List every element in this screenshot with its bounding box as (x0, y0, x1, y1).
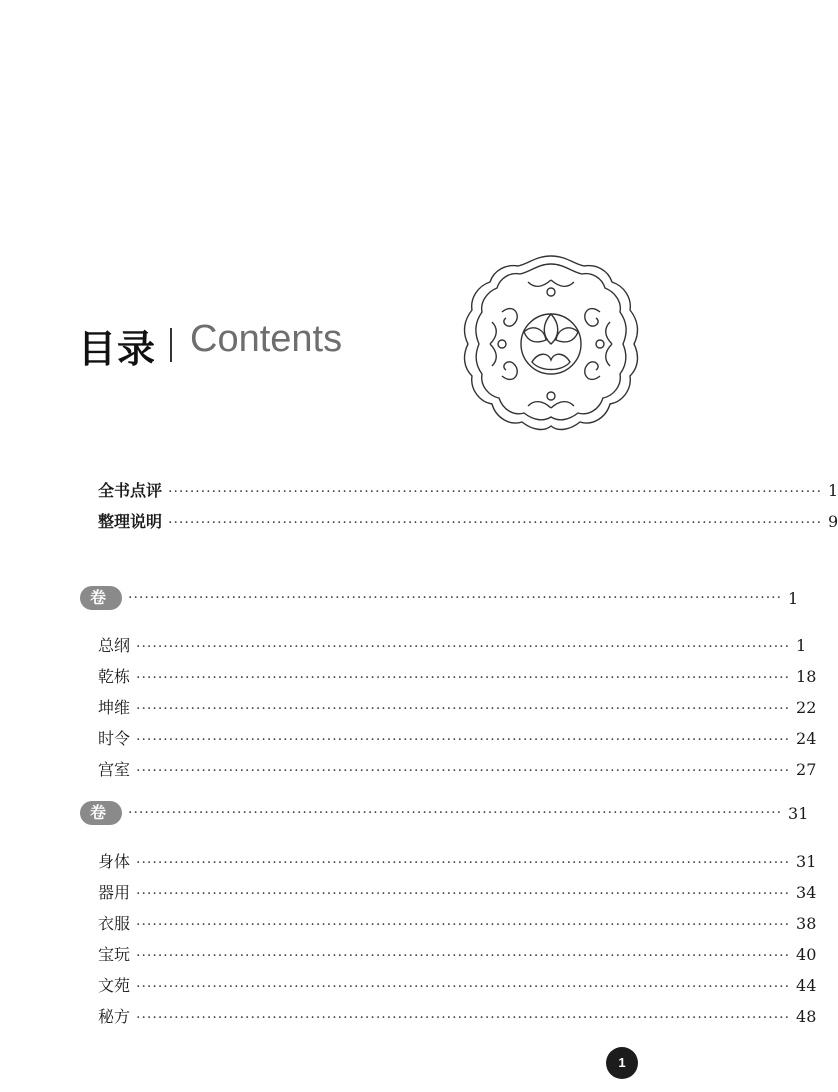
dot-leader: ························································································································ (128, 590, 783, 606)
dot-leader: ························································································································ (136, 855, 791, 871)
dot-leader: ························································································································ (136, 701, 791, 717)
toc-label: 总纲 (98, 636, 131, 655)
toc-label: 衣服 (98, 914, 131, 933)
toc-label: 全书点评 (98, 481, 163, 500)
toc-page: 40 (796, 945, 817, 964)
dot-leader: ························································································································ (136, 886, 791, 902)
toc-label: 整理说明 (98, 512, 163, 531)
dot-leader: ························································································································ (136, 670, 791, 686)
toc-page: 1 (788, 588, 799, 608)
toc-label: 秘方 (98, 1007, 131, 1026)
toc-row-entry[interactable] (98, 633, 807, 656)
toc-page: 1 (828, 481, 838, 500)
contents-title-english: Contents (190, 318, 343, 360)
toc-page: 44 (796, 976, 817, 995)
dot-leader: ························································································································ (168, 515, 823, 531)
floral-medallion-ornament (462, 252, 640, 434)
dot-leader: ························································································································ (136, 732, 791, 748)
toc-label: 器用 (98, 883, 131, 902)
toc-label: 宝玩 (98, 945, 131, 964)
toc-row-volume-2[interactable] (80, 801, 809, 846)
toc-page: 22 (796, 698, 817, 717)
toc-label: 坤维 (98, 698, 131, 717)
volume-badge: 卷 二 (80, 801, 122, 825)
toc-row-volume-1[interactable] (80, 586, 799, 631)
toc-label: 时令 (98, 729, 131, 748)
toc-label: 乾栋 (98, 667, 131, 686)
dot-leader: ························································································································ (136, 948, 791, 964)
toc-row-entry[interactable] (98, 849, 817, 872)
toc-label: 身体 (98, 852, 131, 871)
contents-title-chinese: 目录 (78, 327, 157, 371)
toc-row-entry[interactable] (98, 726, 817, 749)
dot-leader: ························································································································ (136, 979, 791, 995)
toc-row-entry[interactable] (98, 942, 817, 965)
toc-row-entry[interactable] (98, 973, 817, 996)
toc-label: 宫室 (98, 760, 131, 779)
toc-page: 48 (796, 1007, 817, 1026)
toc-page: 27 (796, 760, 817, 779)
toc-page: 9 (828, 512, 838, 531)
dot-leader: ························································································································ (128, 805, 783, 821)
dot-leader: ························································································································ (136, 639, 791, 655)
toc-row-front-2[interactable] (98, 509, 838, 532)
toc-row-entry[interactable] (98, 664, 817, 687)
toc-page: 38 (796, 914, 817, 933)
dot-leader: ························································································································ (136, 1010, 791, 1026)
title-separator (170, 328, 172, 362)
dot-leader: ························································································································ (168, 484, 823, 500)
toc-row-front-1[interactable] (98, 478, 838, 501)
toc-page: 18 (796, 667, 817, 686)
toc-row-entry[interactable] (98, 757, 817, 780)
toc-page: 31 (796, 852, 817, 871)
toc-page: 31 (788, 803, 809, 823)
dot-leader: ························································································································ (136, 917, 791, 933)
toc-row-entry[interactable] (98, 880, 817, 903)
toc-page: 1 (796, 636, 807, 655)
toc-page: 24 (796, 729, 817, 748)
toc-row-entry[interactable] (98, 911, 817, 934)
toc-row-entry[interactable] (98, 695, 817, 718)
volume-badge: 卷 一 (80, 586, 122, 610)
page-number-badge: 1 (606, 1047, 638, 1079)
toc-page: 34 (796, 883, 817, 902)
toc-row-entry[interactable] (98, 1004, 817, 1027)
toc-label: 文苑 (98, 976, 131, 995)
dot-leader: ························································································································ (136, 763, 791, 779)
